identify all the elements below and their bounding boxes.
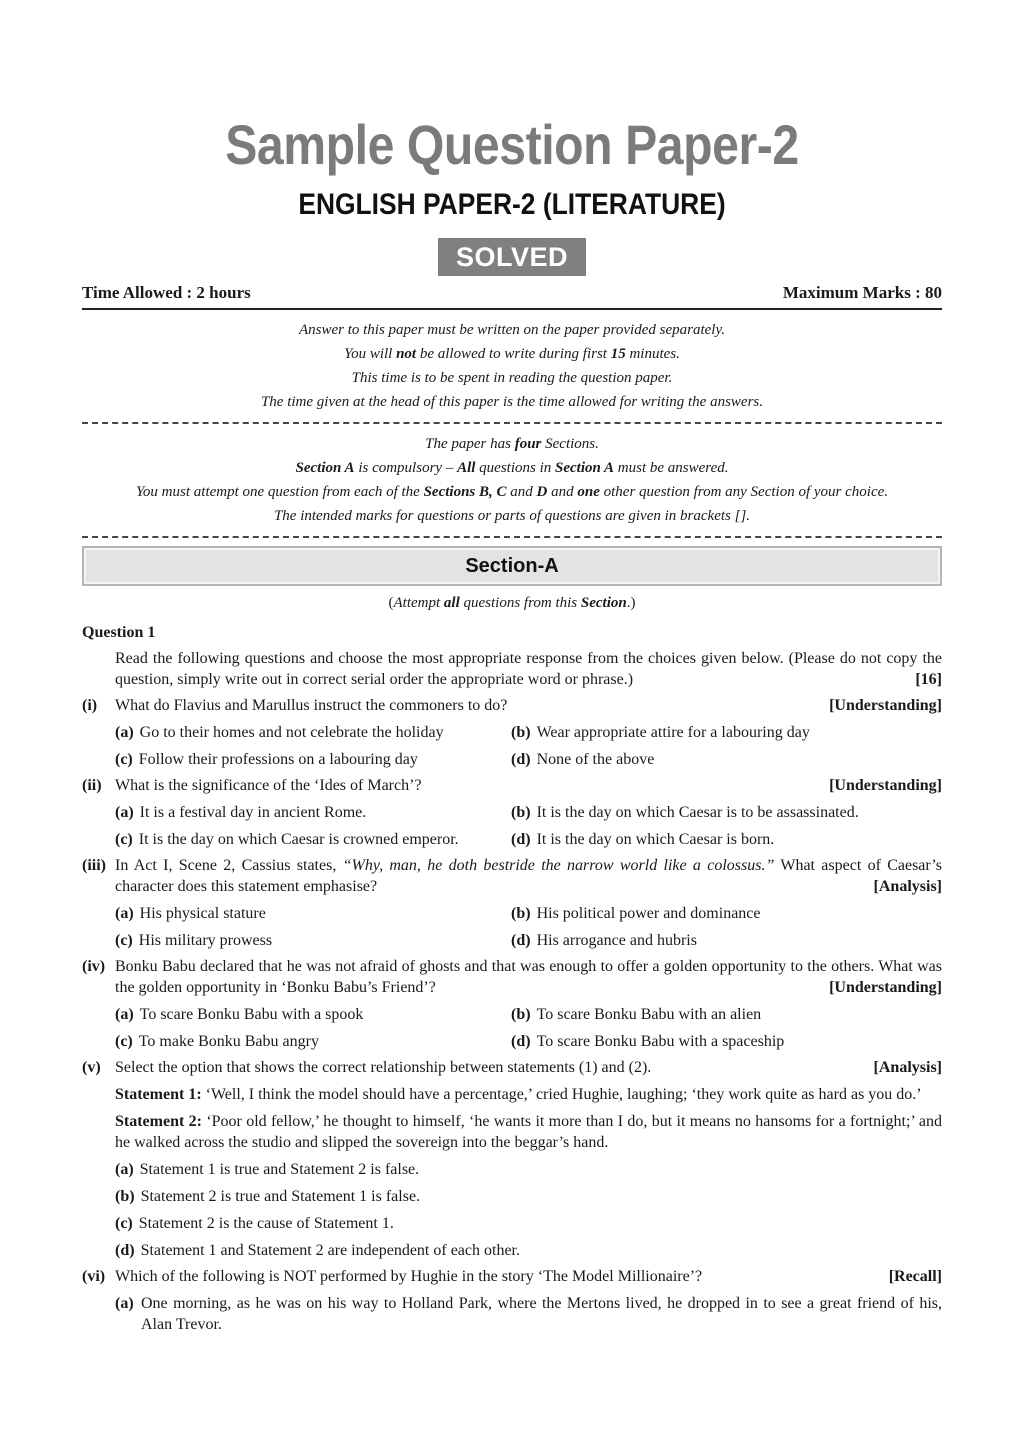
question-intro-text: Read the following questions and choose the most appropriate response from the choices given below. (Please do not copy the question, simply write out in correct serial order the appropriate word or phrase.) xyxy=(115,650,942,688)
statement-text: ‘Poor old fellow,’ he thought to himself, ‘he wants it more than I do, but it means no hansoms for a fortnight;’ and he walked across the studio and slipped the sovereign into the beggar’s hand. xyxy=(115,1113,943,1151)
option-d xyxy=(511,1031,942,1052)
option-label: (a) xyxy=(115,804,134,821)
dashed-divider xyxy=(82,422,942,424)
option-text: Go to their homes and not celebrate the holiday xyxy=(139,724,444,741)
option-d xyxy=(115,1240,942,1261)
option-label: (b) xyxy=(115,1188,135,1205)
question-item-ii xyxy=(82,775,942,796)
question-item-i xyxy=(82,695,942,716)
attempt-text: .) xyxy=(626,595,636,611)
rule-line xyxy=(82,432,942,456)
option-text: Wear appropriate attire for a labouring day xyxy=(536,724,810,741)
option-label: (c) xyxy=(115,932,133,949)
statement-label: Statement 1: xyxy=(115,1086,202,1103)
time-allowed: Time Allowed : 2 hours xyxy=(82,283,251,302)
instruction-text: minutes. xyxy=(625,346,680,362)
question-text: In Act I, Scene 2, Cassius states, xyxy=(115,857,343,874)
option-c xyxy=(115,1031,511,1052)
option-a xyxy=(115,722,511,743)
rule-line xyxy=(82,456,942,480)
option-a xyxy=(115,1293,942,1335)
option-c xyxy=(115,749,511,770)
option-text: It is the day on which Caesar is to be assassinated. xyxy=(536,804,859,821)
option-text: Statement 1 is true and Statement 2 is false. xyxy=(139,1161,420,1178)
question-marks: [16] xyxy=(915,671,942,688)
option-label: (d) xyxy=(115,1242,135,1259)
option-label: (b) xyxy=(511,804,531,821)
question-number: (v) xyxy=(82,1059,101,1076)
question-item-iv xyxy=(82,956,942,998)
attempt-text: ( xyxy=(388,595,394,611)
option-b xyxy=(511,802,942,823)
option-label: (c) xyxy=(115,831,133,848)
option-a xyxy=(115,802,511,823)
statement-label: Statement 2: xyxy=(115,1113,202,1130)
question-text: What aspect of Caesar’s character does this statement emphasise? xyxy=(115,857,942,895)
rule-text: and xyxy=(506,484,537,500)
option-text: It is the day on which Caesar is born. xyxy=(536,831,775,848)
option-d xyxy=(511,930,942,951)
option-label: (a) xyxy=(115,1006,134,1023)
option-label: (d) xyxy=(511,831,531,848)
question-tag: [Analysis] xyxy=(873,1059,942,1076)
option-text: His arrogance and hubris xyxy=(536,932,697,949)
option-b xyxy=(511,722,942,743)
option-b xyxy=(511,1004,942,1025)
options-i xyxy=(115,722,942,770)
option-a xyxy=(115,903,511,924)
question-number: (iv) xyxy=(82,958,106,975)
question-number: (vi) xyxy=(82,1268,106,1285)
option-text: It is the day on which Caesar is crowned emperor. xyxy=(138,831,459,848)
rule-text: questions in xyxy=(475,460,555,476)
solved-badge-wrap xyxy=(82,238,942,276)
option-label: (a) xyxy=(115,905,134,922)
rule-text: is compulsory – xyxy=(354,460,458,476)
statement-text: ‘Well, I think the model should have a percentage,’ cried Hughie, laughing; ‘they work quite as hard as you do.’ xyxy=(201,1086,922,1103)
rule-text: and xyxy=(547,484,578,500)
question-tag: [Understanding] xyxy=(829,777,942,794)
question-item-v xyxy=(82,1057,942,1078)
instruction-line: Answer to this paper must be written on the paper provided separately. xyxy=(298,322,726,338)
option-b xyxy=(115,1186,942,1207)
instruction-emphasis: 15 xyxy=(610,346,626,362)
solved-badge: SOLVED xyxy=(438,238,586,276)
option-text: His political power and dominance xyxy=(536,905,761,922)
option-a xyxy=(115,1004,511,1025)
option-label: (b) xyxy=(511,905,531,922)
rule-emphasis: Sections B, C xyxy=(423,484,507,500)
rule-line xyxy=(82,480,942,504)
instruction-text: be allowed to write during first xyxy=(416,346,611,362)
option-label: (c) xyxy=(115,751,133,768)
option-text: Statement 1 and Statement 2 are independent of each other. xyxy=(140,1242,520,1259)
rule-text: You must attempt one question from each of the xyxy=(135,484,424,500)
question-text: Bonku Babu declared that he was not afraid of ghosts and that was enough to offer a golden opportunity to the others. What was the golden opportunity in ‘Bonku Babu’s Friend’? xyxy=(115,958,942,996)
option-label: (d) xyxy=(511,751,531,768)
option-text: None of the above xyxy=(536,751,655,768)
option-text: His physical stature xyxy=(139,905,266,922)
option-c xyxy=(115,829,511,850)
section-rules xyxy=(82,432,942,528)
instruction-emphasis: not xyxy=(396,346,417,362)
rule-text: must be answered. xyxy=(614,460,729,476)
rule-emphasis: one xyxy=(577,484,600,500)
option-text: To scare Bonku Babu with a spaceship xyxy=(536,1033,785,1050)
statement-1 xyxy=(115,1084,942,1105)
option-d xyxy=(511,749,942,770)
options-v xyxy=(115,1159,942,1261)
dashed-divider xyxy=(82,536,942,538)
question-tag: [Analysis] xyxy=(873,878,942,895)
rule-line: The intended marks for questions or parts of questions are given in brackets []. xyxy=(273,508,751,524)
rule-text: other question from any Section of your choice. xyxy=(599,484,889,500)
question-1-heading: Question 1 xyxy=(82,624,156,641)
instruction-text: You will xyxy=(344,346,397,362)
option-text: To scare Bonku Babu with an alien xyxy=(536,1006,762,1023)
section-attempt-note xyxy=(82,592,942,614)
question-number: (ii) xyxy=(82,777,102,794)
statement-2 xyxy=(115,1111,942,1153)
maximum-marks: Maximum Marks : 80 xyxy=(782,283,942,302)
general-instructions xyxy=(82,318,942,414)
option-label: (d) xyxy=(511,1033,531,1050)
rule-emphasis: Section A xyxy=(555,460,615,476)
question-quote: “Why, man, he doth bestride the narrow world like a colossus.” xyxy=(342,857,775,874)
question-tag: [Understanding] xyxy=(829,979,942,996)
question-text: What do Flavius and Marullus instruct the commoners to do? xyxy=(115,697,508,714)
option-label: (a) xyxy=(115,724,134,741)
question-text: Select the option that shows the correct relationship between statements (1) and (2). xyxy=(115,1059,652,1076)
options-iii xyxy=(115,903,942,951)
option-label: (b) xyxy=(511,1006,531,1023)
option-text: It is a festival day in ancient Rome. xyxy=(139,804,367,821)
option-label: (c) xyxy=(115,1215,133,1232)
option-text: To scare Bonku Babu with a spook xyxy=(139,1006,364,1023)
paper-title: Sample Question Paper-2 xyxy=(225,113,799,176)
question-tag: [Recall] xyxy=(888,1268,942,1285)
rule-text: Sections. xyxy=(541,436,599,452)
option-b xyxy=(511,903,942,924)
option-label: (a) xyxy=(115,1295,134,1312)
instruction-line: The time given at the head of this paper is the time allowed for writing the answers. xyxy=(260,394,764,410)
question-number: (iii) xyxy=(82,857,106,874)
options-ii xyxy=(115,802,942,850)
instruction-line xyxy=(82,342,942,366)
question-item-iii xyxy=(82,855,942,897)
option-text: Statement 2 is true and Statement 1 is false. xyxy=(140,1188,421,1205)
instruction-line: This time is to be spent in reading the question paper. xyxy=(351,370,673,386)
option-label: (a) xyxy=(115,1161,134,1178)
question-text: Which of the following is NOT performed by Hughie in the story ‘The Model Millionaire’? xyxy=(115,1268,703,1285)
options-iv xyxy=(115,1004,942,1052)
question-paper-page xyxy=(82,108,942,1335)
option-label: (b) xyxy=(511,724,531,741)
question-number: (i) xyxy=(82,697,98,714)
meta-row xyxy=(82,282,942,310)
option-d xyxy=(511,829,942,850)
option-label: (c) xyxy=(115,1033,133,1050)
rule-emphasis: D xyxy=(536,484,548,500)
option-text: Follow their professions on a labouring day xyxy=(138,751,418,768)
option-c xyxy=(115,930,511,951)
option-text: To make Bonku Babu angry xyxy=(138,1033,319,1050)
question-1-intro xyxy=(115,648,942,690)
option-c xyxy=(115,1213,942,1234)
paper-subtitle: ENGLISH PAPER-2 (LITERATURE) xyxy=(298,188,726,221)
rule-emphasis: Section A xyxy=(295,460,355,476)
option-text: His military prowess xyxy=(138,932,273,949)
question-text: What is the significance of the ‘Ides of March’? xyxy=(115,777,422,794)
rule-text: The paper has xyxy=(425,436,515,452)
attempt-emphasis: Section xyxy=(580,595,627,611)
attempt-emphasis: all xyxy=(443,595,460,611)
rule-emphasis: four xyxy=(514,436,542,452)
question-tag: [Understanding] xyxy=(829,697,942,714)
option-label: (d) xyxy=(511,932,531,949)
option-text: One morning, as he was on his way to Holland Park, where the Mertons lived, he dropped in to see a great friend of his, Alan Trevor. xyxy=(141,1295,942,1333)
option-text: Statement 2 is the cause of Statement 1. xyxy=(138,1215,394,1232)
rule-emphasis: All xyxy=(457,460,476,476)
attempt-text: questions from this xyxy=(459,595,581,611)
option-a xyxy=(115,1159,942,1180)
question-item-vi xyxy=(82,1266,942,1287)
section-a-header: Section-A xyxy=(82,546,942,586)
attempt-text: Attempt xyxy=(393,595,444,611)
